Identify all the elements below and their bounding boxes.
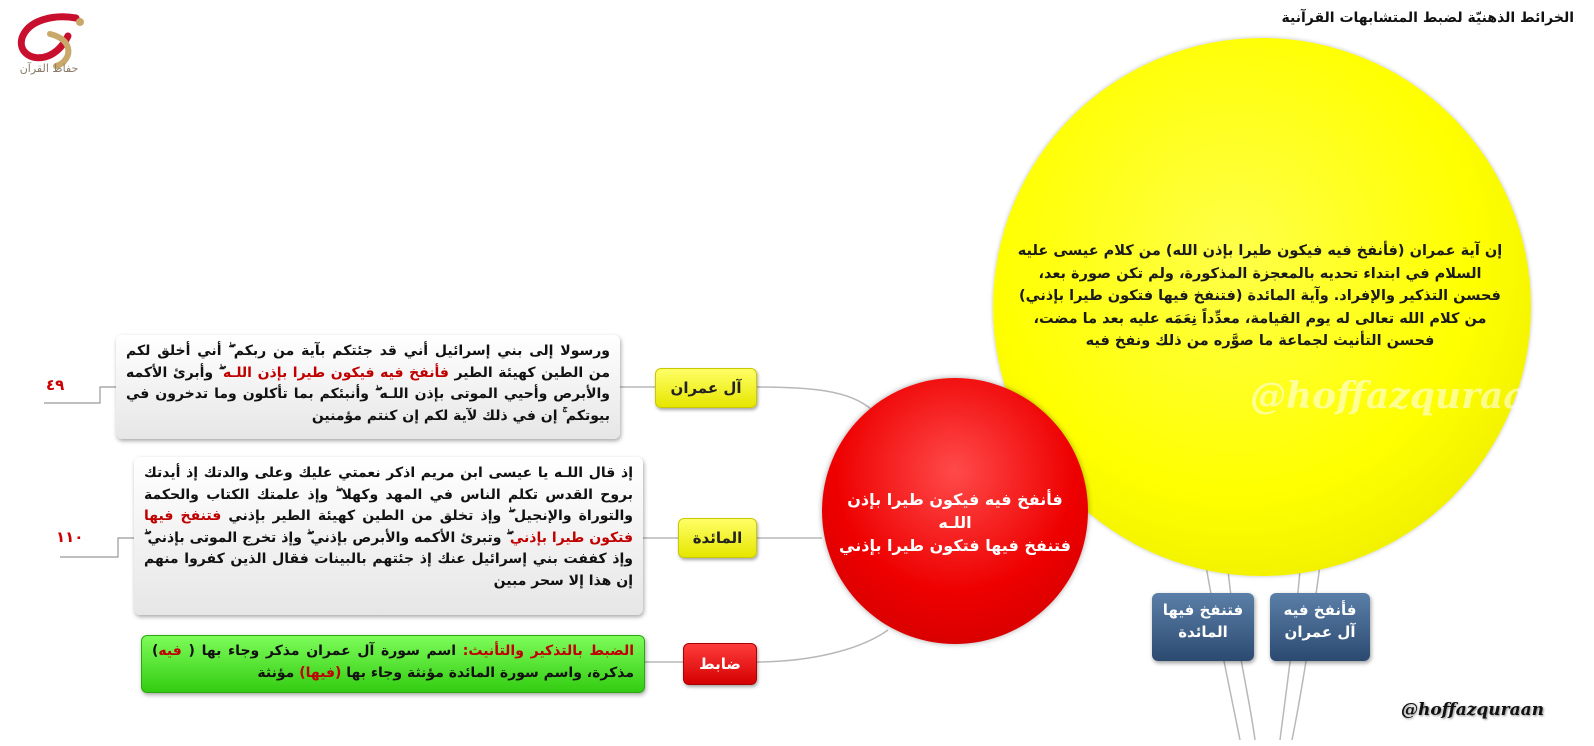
- summary-box-line2: المائدة: [1178, 623, 1228, 641]
- logo-text: حفاظ القرآن: [19, 62, 79, 75]
- verse-text-before: إذ قال اللـه يا عيسى ابن مريم اذكر نعمتي عليك وعلى والدتك إذ أيدتك بروح القدس تكلم الناس في المهد وكهلا ۖ وإذ علمتك الكتاب والحكمة والتوراة والإنجيل ۖ وإذ تخلق من الطين كهيئة الطير بإذني: [144, 465, 633, 524]
- summary-box-al-imran[interactable]: [1270, 593, 1370, 661]
- rule-part1: اسم سورة آل عمران مذكر وجاء بها (: [181, 643, 463, 659]
- explanation-text: إن آية عمران (فأنفخ فيه فيكون طيرا بإذن الله) من كلام عيسى عليه السلام في ابتداء تحديه بالمعجزة المذكورة، ولم تكن صورة بعد، فحسن التذكير والإفراد. وآية المائدة (فتنفخ فيها فتكون طيرا بإذني) من كلام الله تعالى له يوم القيامة، معدِّداً نِعَمَه عليه بعد ما مضت، فحسن التأنيث لجماعة ما صوَّره من ذلك ونفخ فيه: [1017, 243, 1503, 349]
- summary-box-line1: فأنفخ فيه: [1283, 601, 1357, 619]
- rule-heading: الضبط بالتذكير والتأنيث:: [462, 643, 635, 659]
- summary-box-line2: آل عمران: [1284, 623, 1356, 641]
- hoffaz-logo-icon: [14, 10, 94, 90]
- verse-text-before: ورسولا إلى بني إسرائيل أني قد جئتكم بآية من ربكم ۖ أني أخلق لكم من الطين كهيئة الطير: [126, 343, 610, 381]
- verse-box-maida: [134, 457, 643, 615]
- rule-highlight-1: فيه: [158, 643, 182, 659]
- central-node-text: [830, 488, 1080, 557]
- central-node-line1: فأنفخ فيه فيكون طيرا بإذن اللـه: [847, 490, 1063, 532]
- rule-highlight-2: (فيها): [299, 664, 342, 681]
- connector-al-imran: [755, 387, 872, 410]
- verse-highlight: فأنفخ فيه فيكون طيرا بإذن اللـه: [222, 364, 449, 381]
- rule-box: [141, 635, 645, 693]
- branch-label-rule[interactable]: ضابط: [683, 643, 757, 685]
- watermark: @hoffazquraan: [1250, 375, 1553, 417]
- verse-text-after: ۖ وأبرئ الأكمه والأبرص وأحيي الموتى بإذن اللـه ۖ وأنبئكم بما تأكلون وما تدخرون في بيوتكم ۚ إن في ذلك لآية لكم إن كنتم مؤمنين: [126, 364, 610, 424]
- branch-label-maida[interactable]: المائدة: [678, 518, 757, 558]
- rule-part3: مؤنثة: [257, 664, 300, 681]
- connector-rule: [755, 630, 888, 662]
- verse-box-al-imran: [116, 335, 620, 439]
- branch-label-al-imran[interactable]: آل عمران: [655, 368, 757, 408]
- verse-highlight: فتنفخ فيها فتكون طيرا بإذني: [144, 508, 633, 546]
- page-title: الخرائط الذهنيّة لضبط المتشابهات القرآنية: [1281, 10, 1574, 26]
- central-node-line2: فتنفخ فيها فتكون طيرا بإذني: [839, 536, 1071, 555]
- rule-part2: ) مذكرة، واسم سورة المائدة مؤنثة وجاء بها: [152, 643, 634, 681]
- social-handle: @hoffazquraan: [1400, 700, 1544, 720]
- verse-number-maida: ١١٠: [56, 528, 84, 546]
- verse-number-al-imran: ٤٩: [46, 376, 65, 394]
- summary-box-maida[interactable]: [1152, 593, 1254, 661]
- verse-text-after: ۖ وتبرئ الأكمه والأبرص بإذني ۖ وإذ تخرج الموتى بإذني ۖ وإذ كففت بني إسرائيل عنك إذ جئتهم بالبينات فقال الذين كفروا منهم إن هذا إلا سحر مبين: [144, 529, 633, 589]
- summary-box-line1: فتنفخ فيها: [1162, 601, 1244, 619]
